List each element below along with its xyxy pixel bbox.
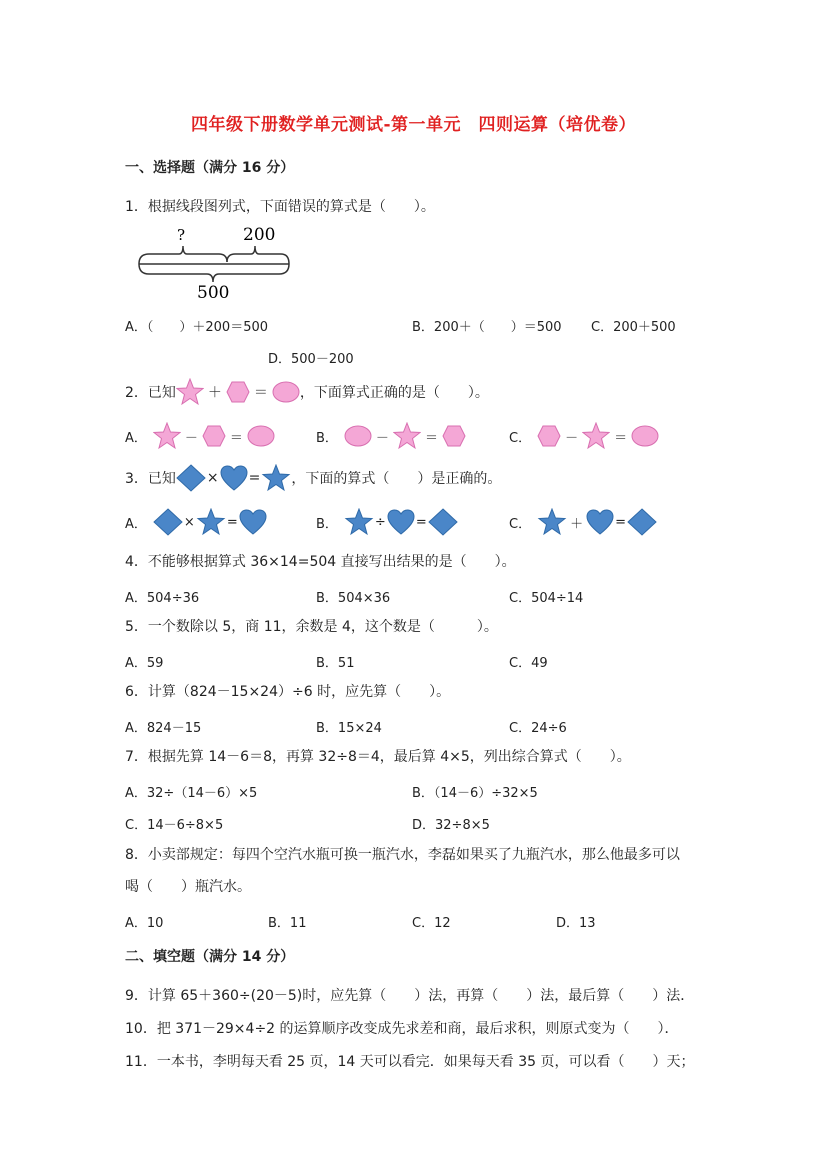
q4-option-c[interactable]: C．504÷14 <box>509 591 584 606</box>
hexagon-icon <box>226 381 250 403</box>
equals-sign: = <box>615 514 626 530</box>
q5-option-a[interactable]: A．59 <box>125 656 164 671</box>
star-icon <box>153 422 181 450</box>
diagram-unknown-label: ? <box>177 226 186 244</box>
equals-sign: = <box>248 470 261 486</box>
q3-stem-post: ，下面的算式（ ）是正确的。 <box>291 471 502 487</box>
equals-sign: ＝ <box>424 430 438 446</box>
q7-option-c[interactable]: C．14－6÷8×5 <box>125 818 224 833</box>
question-11: 11．一本书，李明每天看 25 页，14 天可以看完．如果每天看 35 页，可以看（ ）天； <box>125 1054 695 1070</box>
hexagon-icon <box>537 425 561 447</box>
question-2-stem <box>125 378 489 406</box>
minus-sign: － <box>565 430 579 446</box>
q2-equals-sign: ＝ <box>253 385 268 401</box>
q8-option-c[interactable]: C．12 <box>412 916 451 931</box>
question-7-stem: 7．根据先算 14－6＝8，再算 32÷8＝4，最后算 4×5，列出综合算式（ ）。 <box>125 749 631 765</box>
q3-option-a[interactable] <box>125 508 267 536</box>
equals-sign: ＝ <box>614 430 628 446</box>
q4-option-a[interactable]: A．504÷36 <box>125 591 200 606</box>
q2-option-a-label: A． <box>125 430 147 446</box>
ellipse-icon <box>631 425 659 447</box>
q2-option-b-label: B． <box>316 430 338 446</box>
q5-option-b[interactable]: B．51 <box>316 656 355 671</box>
q5-option-c[interactable]: C．49 <box>509 656 548 671</box>
question-8-stem-line2: 喝（ ）瓶汽水。 <box>125 879 251 895</box>
q6-option-b[interactable]: B．15×24 <box>316 721 382 736</box>
q2-plus-sign: ＋ <box>207 385 222 401</box>
unknown-brace <box>139 246 227 264</box>
section-heading-choice: 一、选择题（满分 16 分） <box>125 160 295 176</box>
q3-option-b[interactable] <box>316 508 458 536</box>
star-icon <box>261 464 291 492</box>
q3-option-c[interactable] <box>509 508 657 536</box>
question-10: 10．把 371－29×4÷2 的运算顺序改变成先求差和商，最后求积，则原式变为（ ）． <box>125 1021 679 1037</box>
q1-option-a[interactable]: A．（ ）＋200＝500 <box>125 320 269 335</box>
question-9: 9．计算 65＋360÷(20－5)时，应先算（ ）法，再算（ ）法，最后算（ ）法． <box>125 988 695 1004</box>
section-heading-fill: 二、填空题（满分 14 分） <box>125 949 295 965</box>
part-brace <box>227 246 289 264</box>
diamond-icon <box>176 464 206 492</box>
heart-icon <box>387 509 415 535</box>
heart-icon <box>239 509 267 535</box>
q2-option-b[interactable] <box>316 422 466 450</box>
page-title: 四年级下册数学单元测试-第一单元 四则运算（培优卷） <box>190 115 637 135</box>
plus-sign: ＋ <box>570 516 584 532</box>
diamond-icon <box>627 508 657 536</box>
q1-option-c[interactable]: C．200＋500 <box>591 320 676 335</box>
heart-icon <box>586 509 614 535</box>
question-8-stem-line1: 8．小卖部规定：每四个空汽水瓶可换一瓶汽水，李磊如果买了九瓶汽水，那么他最多可以 <box>125 847 680 863</box>
q3-option-c-label: C． <box>509 516 532 532</box>
star-icon <box>582 422 610 450</box>
divide-sign: ÷ <box>374 514 386 530</box>
question-3-stem <box>125 464 501 492</box>
minus-sign: － <box>184 430 198 446</box>
star-icon <box>176 378 204 406</box>
star-icon <box>537 508 567 536</box>
q8-option-d[interactable]: D．13 <box>556 916 596 931</box>
ellipse-icon <box>344 425 372 447</box>
star-icon <box>393 422 421 450</box>
q3-option-b-label: B． <box>316 516 338 532</box>
q1-option-b[interactable]: B．200＋（ ）＝500 <box>412 320 562 335</box>
equals-sign: ＝ <box>229 430 243 446</box>
ellipse-icon <box>272 381 300 403</box>
q2-stem-post: ，下面算式正确的是（ ）。 <box>299 385 489 401</box>
diamond-icon <box>428 508 458 536</box>
question-4-stem: 4．不能够根据算式 36×14=504 直接写出结果的是（ ）。 <box>125 554 516 570</box>
q7-option-d[interactable]: D．32÷8×5 <box>412 818 490 833</box>
minus-sign: － <box>375 430 389 446</box>
q2-option-c[interactable] <box>509 422 659 450</box>
q7-option-b[interactable]: B．（14－6）÷32×5 <box>412 786 538 801</box>
times-sign: × <box>206 470 219 486</box>
q3-option-a-label: A． <box>125 516 147 532</box>
q2-option-c-label: C． <box>509 430 532 446</box>
diagram-total-label: 500 <box>197 283 230 300</box>
diamond-icon <box>153 508 183 536</box>
equals-sign: = <box>226 514 238 530</box>
times-sign: × <box>183 514 195 530</box>
q4-option-b[interactable]: B．504×36 <box>316 591 391 606</box>
line-segment-diagram <box>135 220 295 300</box>
star-icon <box>196 508 226 536</box>
hexagon-icon <box>202 425 226 447</box>
q7-option-a[interactable]: A．32÷（14－6）×5 <box>125 786 258 801</box>
diagram-part-label: 200 <box>243 225 276 245</box>
ellipse-icon <box>247 425 275 447</box>
question-6-stem: 6．计算（824－15×24）÷6 时，应先算（ ）。 <box>125 684 451 700</box>
question-1-stem: 1．根据线段图列式，下面错误的算式是（ ）。 <box>125 199 435 215</box>
total-brace <box>139 264 289 282</box>
hexagon-icon <box>442 425 466 447</box>
question-5-stem: 5．一个数除以 5，商 11，余数是 4，这个数是（ ）。 <box>125 619 498 635</box>
heart-icon <box>220 465 248 491</box>
equals-sign: = <box>415 514 427 530</box>
q3-stem-pre: 3．已知 <box>125 471 176 487</box>
q6-option-a[interactable]: A．824－15 <box>125 721 202 736</box>
q2-option-a[interactable] <box>125 422 275 450</box>
star-icon <box>344 508 374 536</box>
q1-option-d[interactable]: D．500－200 <box>268 352 354 367</box>
q8-option-a[interactable]: A．10 <box>125 916 164 931</box>
q8-option-b[interactable]: B．11 <box>268 916 307 931</box>
q2-stem-pre: 2．已知 <box>125 385 176 401</box>
q6-option-c[interactable]: C．24÷6 <box>509 721 567 736</box>
